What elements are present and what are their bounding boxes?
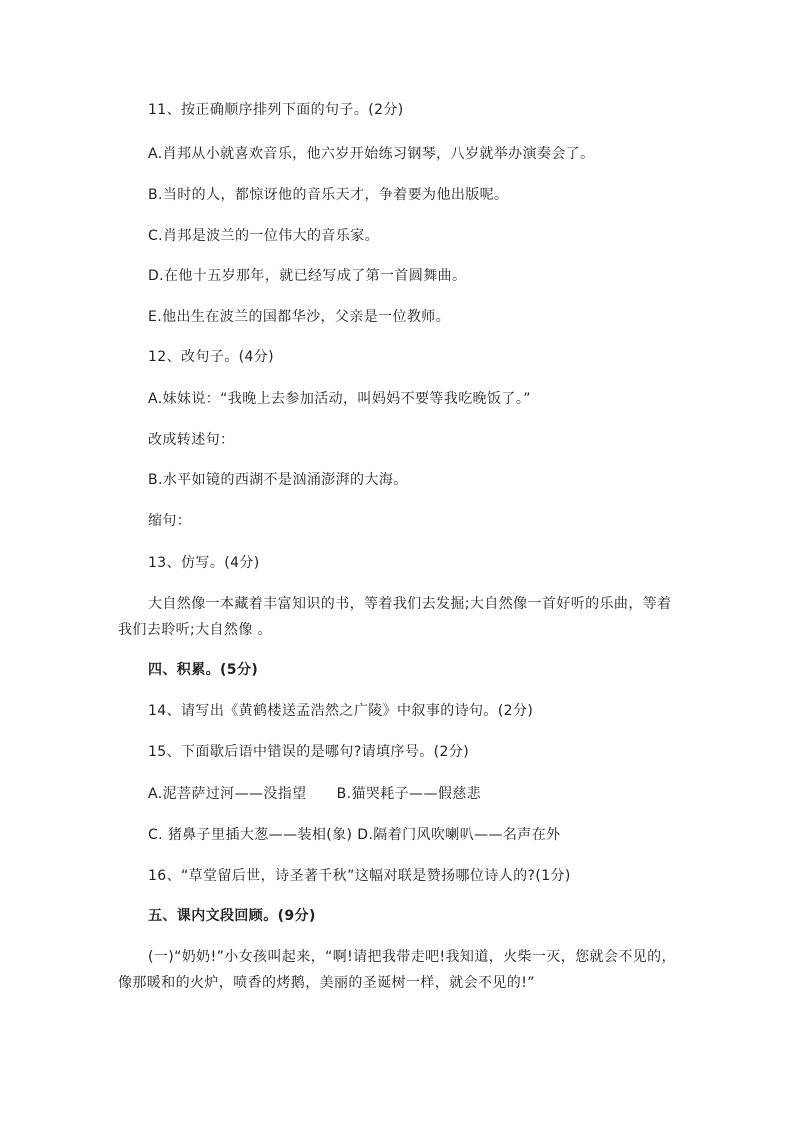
question-15-option-c: C. 猪鼻子里插大葱——装相(象) bbox=[148, 827, 353, 843]
question-11-option-a: A.肖邦从小就喜欢音乐，他六岁开始练习钢琴，八岁就举办演奏会了。 bbox=[148, 146, 595, 162]
question-13-text: 大自然像一本藏着丰富知识的书，等着我们去发掘;大自然像一首好听的乐曲，等着我们去聆听;大自然像 。 bbox=[118, 596, 672, 638]
question-15-options-row-1 bbox=[148, 784, 481, 804]
question-11-title: 11、按正确顺序排列下面的句子。(2分) bbox=[148, 102, 404, 118]
question-12-task-b: 缩句： bbox=[148, 513, 192, 529]
question-15-option-b: B.猫哭耗子——假慈悲 bbox=[336, 786, 482, 802]
question-12-item-a: A.妹妹说：“我晚上去参加活动，叫妈妈不要等我吃晚饭了。” bbox=[148, 391, 531, 407]
question-15-options-row-2 bbox=[148, 825, 561, 845]
section-5-heading: 五、课内文段回顾。(9分) bbox=[148, 908, 316, 924]
question-11-option-c: C.肖邦是波兰的一位伟大的音乐家。 bbox=[148, 228, 380, 244]
question-15-option-d: D.隔着门风吹喇叭——名声在外 bbox=[357, 827, 561, 843]
question-11-option-e: E.他出生在波兰的国都华沙，父亲是一位教师。 bbox=[148, 309, 451, 325]
question-12-task-a: 改成转述句： bbox=[148, 432, 235, 448]
question-13-title: 13、仿写。(4分) bbox=[148, 555, 260, 571]
section-4-heading: 四、积累。(5分) bbox=[148, 662, 259, 678]
passage-text: (一)“奶奶!”小女孩叫起来，“啊!请把我带走吧!我知道，火柴一灭，您就会不见的，像那暖和的火炉，喷香的烤鹅，美丽的圣诞树一样，就会不见的!” bbox=[118, 949, 676, 991]
question-12-item-b: B.水平如镜的西湖不是汹涌澎湃的大海。 bbox=[148, 472, 408, 488]
question-15-option-a: A.泥菩萨过河——没指望 bbox=[148, 786, 307, 802]
question-14-title: 14、请写出《黄鹤楼送孟浩然之广陵》中叙事的诗句。(2分) bbox=[148, 703, 534, 719]
question-12-title: 12、改句子。(4分) bbox=[148, 349, 275, 365]
question-11-option-b: B.当时的人，都惊讶他的音乐天才，争着要为他出版呢。 bbox=[148, 187, 509, 203]
question-15-title: 15、下面歇后语中错误的是哪句?请填序号。(2分) bbox=[148, 744, 470, 760]
question-16-title: 16、“草堂留后世，诗圣著千秋”这幅对联是赞扬哪位诗人的?(1分) bbox=[148, 868, 571, 884]
question-11-option-d: D.在他十五岁那年，就已经写成了第一首圆舞曲。 bbox=[148, 268, 467, 284]
